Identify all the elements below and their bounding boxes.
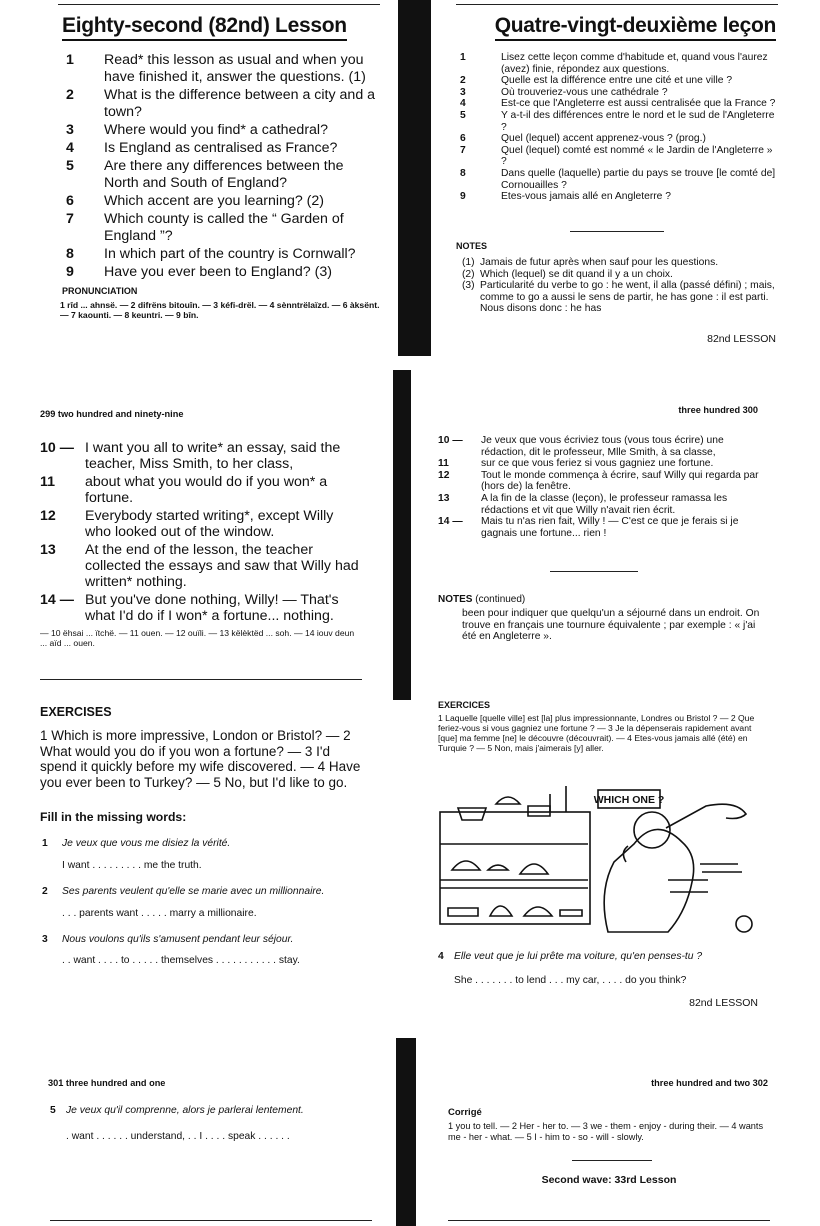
sentence-item-text: In which part of the country is Cornwall? — [104, 246, 356, 262]
notes-divider-2 — [550, 571, 638, 572]
translation-item-text: Où trouveriez-vous une cathédrale ? — [501, 86, 668, 98]
translation-item-number: 13 — [438, 492, 450, 504]
page-header-299: 299 two hundred and ninety-nine — [40, 409, 184, 419]
fill-item-5-answer: . want . . . . . . understand, . . I . . . . speak . . . . . . — [66, 1131, 290, 1142]
translation-item-number: 6 — [460, 133, 466, 145]
translation-item-text: Lisez cette leçon comme d'habitude et, quand vous l'aurez (avez) finie, répondez aux questions. — [501, 52, 768, 75]
translation-item-number: 4 — [460, 98, 466, 110]
translation-item-text: Y a-t-il des différences entre le nord et le sud de l'Angleterre ? — [501, 109, 775, 133]
translation-item-text: Dans quelle (laquelle) partie du pays se trouve [le comté de] Cornouailles ? — [501, 167, 776, 191]
translation-item-number: 1 — [460, 52, 466, 63]
sentence-item — [62, 52, 382, 86]
translation-item — [456, 168, 778, 191]
fill-item-number: 1 — [42, 838, 48, 849]
french-sentences-2 — [438, 435, 760, 539]
fill-item-answer: . . . parents want . . . . . marry a millionaire. — [62, 907, 257, 919]
fill-item-number: 3 — [42, 933, 48, 945]
section-rule-left — [40, 679, 362, 680]
binding-spine-1 — [398, 0, 431, 356]
translation-item-number: 5 — [460, 109, 466, 121]
translation-item — [456, 133, 778, 145]
note-item-text: Jamais de futur après when sauf pour les questions. — [480, 257, 719, 268]
fill-item — [42, 886, 372, 920]
lesson-footer-2: 82nd LESSON — [689, 997, 758, 1009]
note-item-text: Which (lequel) se dit quand il y a un choix. — [480, 268, 673, 280]
notes-heading: NOTES — [456, 241, 488, 251]
bottom-rule-right — [448, 1220, 770, 1221]
sentence-item-number: 14 — — [40, 592, 74, 608]
translation-item-text: Etes-vous jamais allé en Angleterre ? — [501, 191, 671, 203]
exercises-text: 1 Which is more impressive, London or Bristol? — 2 What would you do if you won a fortune? — 3 I'd spend it quickly before my wife discovered. — 4 Have you ever been to Turkey? — 5 No, but I'd like to go. — [40, 728, 361, 790]
sentence-item-text: What is the difference between a city and a town? — [104, 87, 376, 120]
fill-item-4-number: 4 — [438, 951, 444, 962]
translation-item — [438, 458, 760, 470]
translation-item-number: 14 — — [438, 516, 463, 528]
translation-item — [438, 470, 760, 493]
sentence-item-text: Where would you find* a cathedral? — [104, 122, 328, 138]
sentence-item-number: 8 — [66, 246, 74, 262]
cartoon-illustration — [438, 784, 762, 938]
sentence-item-text: Is England as centralised as France? — [104, 140, 338, 156]
sentence-item-text: Which accent are you learning? (2) — [104, 193, 325, 209]
translation-item — [456, 145, 778, 168]
page-header-301: 301 three hundred and one — [48, 1078, 166, 1088]
fill-item-number: 2 — [42, 885, 48, 897]
pronunciation-text: 1 rîd ... ahnsë. — 2 difrëns bitouîn. — 3 kéfi-drël. — 4 sènntrëlaïzd. — 6 àksënt. — 7 kaounti. — 8 keuntri. — 9 bîn. — [60, 300, 380, 320]
sentence-item-number: 1 — [66, 52, 74, 68]
translation-item-number: 12 — [438, 469, 450, 481]
fill-item-5-question: Je veux qu'il comprenne, alors je parlerai lentement. — [66, 1105, 304, 1116]
sentence-item — [40, 592, 362, 624]
translation-item-number: 7 — [460, 144, 466, 156]
sentence-item-text: Read* this lesson as usual and when you have finished it, answer the questions. (1) — [104, 52, 366, 85]
fill-item-5-number: 5 — [50, 1105, 56, 1116]
bottom-rule-left — [50, 1220, 372, 1221]
binding-spine-2 — [393, 370, 411, 700]
fill-item-4-answer: She . . . . . . . to lend . . . my car, . . . . do you think? — [454, 975, 687, 986]
translation-item-number: 2 — [460, 75, 466, 87]
sentence-item-number: 7 — [66, 211, 74, 227]
notes-continued-suffix: (continued) — [475, 594, 526, 605]
exercices-text: 1 Laquelle [quelle ville] est [la] plus impressionnante, Londres ou Bristol ? — 2 Que feriez-vous si vous gagniez une fortune ? — 3 Je la dépenserais rapidement avant [que] ma femme [ne] le découvre (découvrait). — 4 Etes-vous jamais allé (été) en Turquie ? — 5 Non, mais j'aimerais [y] aller. — [438, 713, 755, 753]
sentence-item-number: 9 — [66, 264, 74, 280]
sentence-item-text: Have you ever been to England? (3) — [104, 264, 332, 280]
translation-item — [438, 435, 760, 458]
corrige-text: 1 you to tell. — 2 Her - her to. — 3 we - them - enjoy - during their. — 4 wants me - her - what. — 5 I - him to - so - will - slowly. — [448, 1121, 764, 1142]
sentence-item-number: 5 — [66, 158, 74, 174]
pronunciation-text-2: — 10 ëhsai ... ïtchë. — 11 ouen. — 12 ouïli. — 13 këlèktëd ... soh. — 14 iouv deun ... aïd ... ouen. — [40, 628, 355, 648]
fill-item-answer: I want . . . . . . . . . me the truth. — [62, 859, 202, 871]
notes-divider — [570, 231, 664, 232]
sentence-item-number: 2 — [66, 87, 74, 103]
second-wave-note: Second wave: 33rd Lesson — [541, 1174, 677, 1186]
lesson-footer-1: 82nd LESSON — [707, 333, 776, 345]
sentence-item — [62, 211, 382, 245]
sentence-item — [62, 87, 382, 121]
sentence-item-number: 6 — [66, 193, 74, 209]
fill-item-question: Je veux que vous me disiez la vérité. — [62, 838, 231, 849]
fill-item-4 — [438, 951, 768, 986]
note-item-number: (2) — [462, 268, 475, 280]
corrige-divider — [572, 1160, 652, 1161]
page-header-302: three hundred and two 302 — [651, 1078, 768, 1088]
sentence-item-text: Which county is called the “ Garden of England ”? — [104, 211, 344, 244]
lesson-title-en: Eighty-second (82nd) Lesson — [62, 14, 347, 41]
lesson-title-fr: Quatre-vingt-deuxième leçon — [495, 14, 776, 41]
translation-item-number: 9 — [460, 191, 466, 203]
note-item — [458, 280, 776, 315]
sentence-item — [62, 158, 382, 192]
pronunciation-heading: PRONUNCIATION — [62, 286, 138, 296]
sentence-item-text: But you've done nothing, Willy! — That's what I'd do if I won* a fortune... nothing. — [85, 592, 339, 624]
fill-item-4-question: Elle veut que je lui prête ma voiture, qu'en penses-tu ? — [454, 951, 703, 962]
sentence-item-number: 13 — [40, 542, 56, 558]
sentence-item-text: At the end of the lesson, the teacher collected the essays and saw that Willy had written* nothing. — [85, 542, 359, 590]
translation-item-number: 3 — [460, 86, 466, 98]
sentence-item-text: Are there any differences between the North and South of England? — [104, 158, 344, 191]
fill-item-answer: . . want . . . . to . . . . . themselves . . . . . . . . . . . stay. — [62, 955, 300, 967]
sentence-item-text: I want you all to write* an essay, said the teacher, Miss Smith, to her class, — [85, 440, 341, 472]
notes-continued-text: been pour indiquer que quelqu'un a séjourné dans un endroit. On trouve en français une tournure équivalente ; par exemple : « j'ai été en Angleterre ». — [462, 608, 760, 643]
sentence-item — [62, 264, 382, 281]
fill-item — [42, 934, 372, 968]
french-sentences — [456, 52, 778, 203]
translation-item — [456, 191, 778, 203]
notes-continued-label: NOTES — [438, 594, 473, 605]
sentence-item — [62, 140, 382, 157]
fill-item-question: Ses parents veulent qu'elle se marie avec un millionnaire. — [62, 885, 325, 897]
translation-item-number: 8 — [460, 167, 466, 179]
translation-item-number: 11 — [438, 458, 449, 470]
top-rule-left — [58, 4, 380, 5]
note-item-number: (1) — [462, 257, 475, 268]
sentence-item — [40, 508, 362, 540]
notes-continued-heading — [438, 594, 525, 605]
translation-item — [456, 75, 778, 87]
sentence-item-number: 4 — [66, 140, 74, 156]
translation-item — [456, 52, 778, 75]
sentence-item — [40, 542, 362, 590]
corrige-heading: Corrigé — [448, 1107, 482, 1118]
translation-item — [456, 98, 778, 110]
page-header-300: three hundred 300 — [678, 405, 758, 415]
translation-item-text: Quel (lequel) comté est nommé « le Jardin de l'Angleterre » ? — [501, 144, 773, 168]
cartoon-sign-text: WHICH ONE ? — [593, 794, 665, 806]
translation-item-text: Mais tu n'as rien fait, Willy ! — C'est ce que je ferais si je gagnais une fortune... rien ! — [481, 516, 739, 539]
note-item — [458, 257, 776, 269]
fill-item-question: Nous voulons qu'ils s'amusent pendant leur séjour. — [62, 933, 294, 945]
english-sentences-2 — [40, 440, 362, 626]
exercices-heading: EXERCICES — [438, 700, 491, 710]
translation-item-text: Je veux que vous écriviez tous (vous tous écrire) une rédaction, dit le professeur, Mlle Smith, à sa classe, — [481, 435, 724, 458]
translation-item — [438, 493, 760, 516]
sentence-item-number: 11 — [40, 474, 55, 490]
english-sentences — [62, 52, 382, 282]
fill-exercises — [42, 838, 372, 981]
sentence-item — [62, 122, 382, 139]
note-item-number: (3) — [462, 280, 475, 292]
translation-item-text: Quel (lequel) accent apprenez-vous ? (prog.) — [501, 133, 706, 145]
exercises-heading: EXERCISES — [40, 705, 112, 719]
notes-list — [458, 257, 776, 315]
top-rule-right — [456, 4, 778, 5]
sentence-item-text: Everybody started writing*, except Willy who looked out of the window. — [85, 508, 334, 540]
translation-item-text: sur ce que vous feriez si vous gagniez une fortune. — [481, 458, 714, 470]
binding-spine-3 — [396, 1038, 416, 1226]
fill-item-5 — [50, 1105, 380, 1142]
sentence-item-number: 3 — [66, 122, 74, 138]
sentence-item-number: 10 — — [40, 440, 74, 456]
translation-item — [438, 516, 760, 539]
translation-item — [456, 87, 778, 99]
translation-item-text: Quelle est la différence entre une cité et une ville ? — [501, 75, 733, 87]
sentence-item-text: about what you would do if you won* a fortune. — [85, 474, 328, 506]
sentence-item-number: 12 — [40, 508, 56, 524]
translation-item-text: Tout le monde commença à écrire, sauf Willy qui regarda par (hors de) la fenêtre. — [481, 469, 759, 493]
translation-item — [456, 110, 778, 133]
sentence-item — [62, 246, 382, 263]
fill-heading: Fill in the missing words: — [40, 810, 187, 824]
translation-item-text: Est-ce que l'Angleterre est aussi centralisée que la France ? — [501, 98, 776, 110]
sentence-item — [40, 474, 362, 506]
note-item — [458, 269, 776, 281]
fill-item — [42, 838, 372, 872]
note-item-text: Particularité du verbe to go : he went, il alla (passé défini) ; mais, comme to go a aussi le sens de partir, he has gone : il est parti. Nous disons donc : he has — [480, 280, 775, 315]
sentence-item — [40, 440, 362, 472]
sentence-item — [62, 193, 382, 210]
translation-item-text: A la fin de la classe (leçon), le professeur ramassa les rédactions et vit que Willy n'avait rien écrit. — [481, 492, 728, 516]
translation-item-number: 10 — — [438, 435, 463, 446]
